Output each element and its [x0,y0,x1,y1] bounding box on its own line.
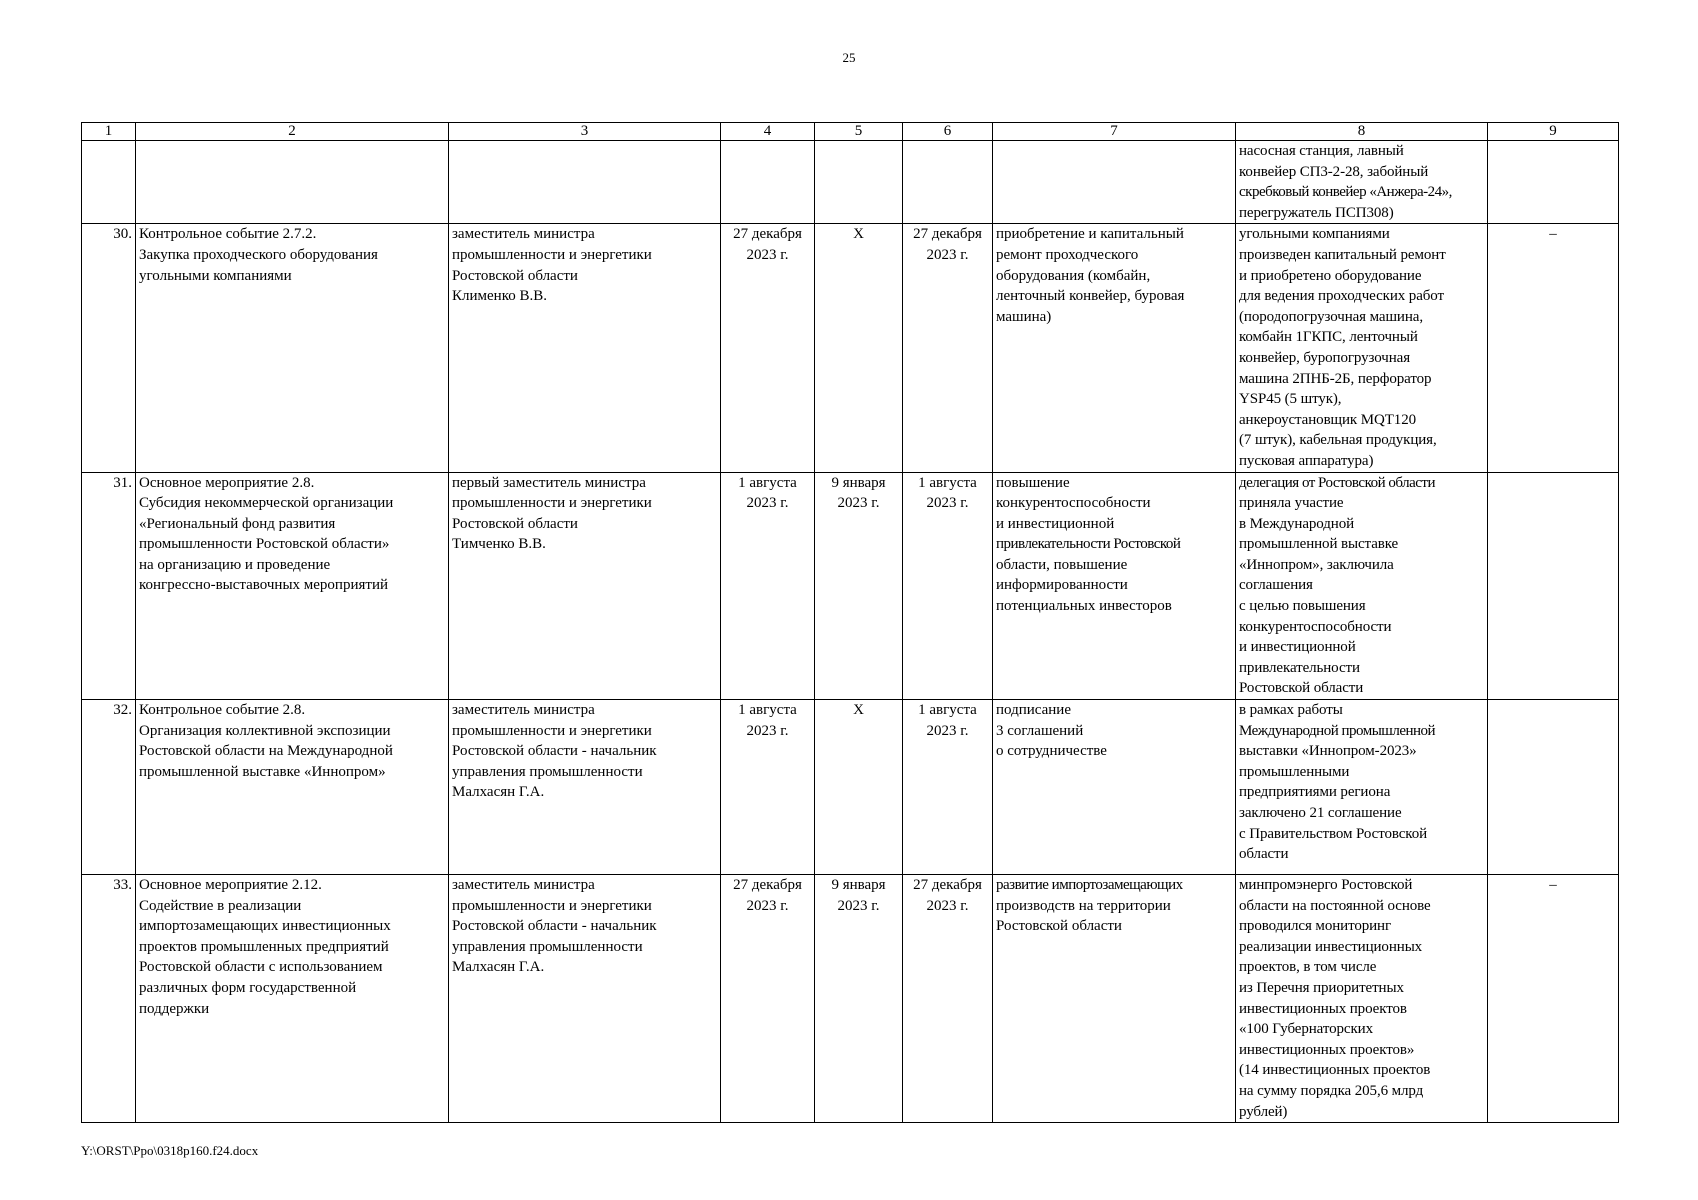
cell-responsible [449,472,721,700]
cell-line: 9 января [831,877,886,894]
cell-expected-result [993,224,1236,472]
table-row [82,700,1619,875]
cell-line: ленточный конвейер, буровая [996,288,1185,305]
cell-line: и приобретено оборудование [1239,267,1422,284]
cell-line: приобретение и капитальный [996,226,1184,243]
cell-line: Малхасян Г.А. [452,959,545,976]
cell-line: 27 декабря [913,877,982,894]
cell-line: Ростовской области [996,918,1122,935]
cell-line: «Иннопром», заключила [1239,556,1394,573]
cell-line: угольными компаниями [139,267,292,284]
cell-line: 9 января [831,474,886,491]
cell-line: промышленной выставке «Иннопром» [139,763,386,780]
cell-line: повышение [996,474,1070,491]
cell-event-name [136,224,449,472]
cell-actual-date [903,875,993,1123]
cell-line: области [1239,846,1289,863]
cell-line: Контрольное событие 2.7.2. [139,226,317,243]
cell-line: YSP45 (5 штук), [1239,391,1342,408]
cell-line: инвестиционных проектов [1239,1000,1407,1017]
cell-planned-date [721,875,815,1123]
cell-start-date [815,700,903,875]
cell-event-name [136,700,449,875]
cell-line: конкурентоспособности [1239,618,1392,635]
cell-line: о сотрудничестве [996,743,1107,760]
cell-expected-result [993,700,1236,875]
column-number-header: 1 [82,123,136,141]
cell-line: промышленности и энергетики [452,897,652,914]
cell-line: первый заместитель министра [452,474,646,491]
table-row [82,224,1619,472]
cell-empty [1488,141,1619,224]
cell-line: различных форм государственной [139,980,357,996]
cell-empty [449,141,721,224]
cell-line: – [1549,226,1557,243]
cell-line: 2023 г. [837,897,880,914]
cell-note [1488,224,1619,472]
cell-start-date [815,875,903,1123]
cell-line: Ростовской области - начальник [452,918,657,935]
cell-line: выставки «Иннопром-2023» [1239,743,1417,760]
cell-line: оборудования (комбайн, [996,267,1151,284]
cell-line: производств на территории [996,897,1171,914]
cell-planned-date [721,472,815,700]
cell-line: из Перечня приоритетных [1239,980,1404,996]
cell-line: Тимченко В.В. [452,536,546,553]
cell-line: промышленности и энергетики [452,495,652,512]
cell-line: Субсидия некоммерческой организации [139,495,394,512]
cell-line: Основное мероприятие 2.12. [139,877,322,894]
cell-line: скребковый конвейер «Анжера-24», [1239,184,1452,201]
cell-line: 1 августа [918,474,977,491]
cell-line: машина 2ПНБ-2Б, перфоратор [1239,370,1432,387]
table-row [82,472,1619,700]
cell-line: ремонт проходческого [996,246,1139,263]
cell-line: 2023 г. [926,246,969,263]
cell-line: (породопогрузочная машина, [1239,308,1423,325]
cell-line: 1 августа [738,474,797,491]
cell-line: Малхасян Г.А. [452,784,545,801]
column-number-header: 6 [903,123,993,141]
cell-line: управления промышленности [452,938,643,955]
cell-actual-date [903,224,993,472]
cell-line: привлекательности Ростовской [996,536,1181,553]
cell-line: Ростовской области - начальник [452,743,657,760]
cell-line: перегружатель ПСП308) [1239,204,1394,221]
cell-planned-date [721,700,815,875]
cell-line: 2023 г. [837,495,880,512]
cell-line: Содействие в реализации [139,897,302,914]
cell-line: с целью повышения [1239,598,1366,615]
cell-line: заместитель министра [452,226,595,243]
cell-line: области, повышение [996,556,1128,573]
cell-line: 27 декабря [733,877,802,894]
cell-line: Ростовской области с использованием [139,959,383,976]
report-table [81,122,1619,1123]
cell-line: – [1549,877,1557,894]
cell-line: развитие импортозамещающих [996,877,1183,894]
cell-row-number: 31. [82,472,136,700]
cell-line: делегация от Ростовской области [1239,474,1436,491]
cell-note [1488,700,1619,875]
cell-empty [903,141,993,224]
cell-line: в Международной [1239,515,1355,532]
cell-row-number: 30. [82,224,136,472]
cell-line: машина) [996,308,1052,325]
cell-actual-date [903,472,993,700]
column-number-header: 2 [136,123,449,141]
cell-line: поддержки [139,1000,210,1017]
cell-line: приняла участие [1239,495,1344,512]
cell-line: заместитель министра [452,702,595,719]
cell-line: 2023 г. [746,246,789,263]
cell-expected-result [993,875,1236,1123]
cell-line: 1 августа [918,702,977,719]
cell-line: импортозамещающих инвестиционных [139,918,391,935]
cell-result [1236,141,1488,224]
cell-line: насосная станция, лавный [1239,143,1404,159]
cell-note [1488,472,1619,700]
cell-line: 27 декабря [913,226,982,243]
cell-line: 3 соглашений [996,722,1084,739]
cell-line: 2023 г. [746,495,789,512]
cell-line: на организацию и проведение [139,556,331,573]
cell-line: и инвестиционной [996,515,1115,532]
cell-line: произведен капитальный ремонт [1239,246,1446,263]
cell-line: с Правительством Ростовской [1239,825,1428,842]
cell-line: соглашения [1239,577,1313,594]
cell-responsible [449,875,721,1123]
cell-line: рублей) [1239,1103,1288,1120]
cell-line: промышленности и энергетики [452,722,652,739]
cell-line: Х [853,226,864,243]
cell-line: конкурентоспособности [996,495,1151,512]
cell-line: управления промышленности [452,763,643,780]
cell-line: заместитель министра [452,877,595,894]
cell-line: 2023 г. [926,495,969,512]
cell-line: промышленной выставке [1239,536,1399,553]
cell-line: Ростовской области на Международной [139,743,393,760]
cell-line: (14 инвестиционных проектов [1239,1062,1431,1079]
cell-start-date [815,472,903,700]
cell-line: проводился мониторинг [1239,918,1392,935]
cell-actual-result [1236,224,1488,472]
footer-file-path: Y:\ORST\Ppo\0318p160.f24.docx [81,1143,259,1158]
cell-line: конгрессно-выставочных мероприятий [139,577,388,594]
cell-line: Организация коллективной экспозиции [139,722,391,739]
cell-line: «Региональный фонд развития [139,515,336,532]
cell-line: в рамках работы [1239,702,1343,719]
cell-line: комбайн 1ГКПС, ленточный [1239,329,1418,346]
cell-line: и инвестиционной [1239,639,1356,656]
cell-responsible [449,700,721,875]
cell-line: привлекательности [1239,659,1360,676]
cell-empty [82,141,136,224]
column-number-header: 9 [1488,123,1619,141]
cell-line: 2023 г. [926,897,969,914]
cell-line: Ростовской области [452,267,578,284]
cell-empty [993,141,1236,224]
cell-line: проектов, в том числе [1239,959,1377,976]
cell-line: реализации инвестиционных [1239,938,1423,955]
cell-line: (7 штук), кабельная продукция, [1239,432,1437,449]
column-number-header: 8 [1236,123,1488,141]
cell-line: конвейер, буропогрузочная [1239,349,1411,366]
cell-line: 27 декабря [733,226,802,243]
table-header-row [82,123,1619,141]
cell-line: промышленности и энергетики [452,246,652,263]
cell-line: промышленности Ростовской области» [139,536,390,553]
cell-line: 1 августа [738,702,797,719]
cell-line: проектов промышленных предприятий [139,938,389,955]
cell-planned-date [721,224,815,472]
cell-line: информированности [996,577,1128,594]
cell-start-date [815,224,903,472]
cell-empty [721,141,815,224]
cell-line: Основное мероприятие 2.8. [139,474,315,491]
cell-expected-result [993,472,1236,700]
cell-line: Контрольное событие 2.8. [139,702,306,719]
cell-line: 2023 г. [746,897,789,914]
cell-line: Ростовской области [452,515,578,532]
cell-line: потенциальных инвесторов [996,598,1172,615]
cell-line: предприятиями региона [1239,784,1391,801]
cell-actual-date [903,700,993,875]
cell-line: Х [853,702,864,719]
cell-line: Закупка проходческого оборудования [139,246,378,263]
cell-line: минпромэнерго Ростовской [1239,877,1413,894]
cell-line: для ведения проходческих работ [1239,288,1444,305]
column-number-header: 3 [449,123,721,141]
continuation-row [82,141,1619,224]
cell-row-number: 32. [82,700,136,875]
cell-line: инвестиционных проектов» [1239,1041,1415,1058]
cell-line: «100 Губернаторских [1239,1021,1373,1038]
cell-event-name [136,472,449,700]
table-row [82,875,1619,1123]
cell-line: области на постоянной основе [1239,897,1431,914]
page-number: 25 [842,50,856,65]
cell-event-name [136,875,449,1123]
cell-actual-result [1236,700,1488,875]
cell-actual-result [1236,472,1488,700]
cell-empty [136,141,449,224]
cell-line: пусковая аппаратура) [1239,452,1374,469]
cell-actual-result [1236,875,1488,1123]
cell-line: промышленными [1239,763,1350,780]
cell-line: подписание [996,702,1071,719]
cell-line: Международной промышленной [1239,722,1436,739]
column-number-header: 7 [993,123,1236,141]
column-number-header: 5 [815,123,903,141]
cell-line: на сумму порядка 205,6 млрд [1239,1082,1424,1099]
cell-line: Ростовской области [1239,680,1364,697]
cell-line: угольными компаниями [1239,226,1390,243]
cell-line: 2023 г. [746,722,789,739]
cell-note [1488,875,1619,1123]
cell-responsible [449,224,721,472]
cell-line: анкероустановщик MQT120 [1239,411,1416,428]
cell-line: 2023 г. [926,722,969,739]
cell-line: конвейер СП3-2-28, забойный [1239,163,1429,180]
cell-line: Клименко В.В. [452,288,547,305]
cell-line: заключено 21 соглашение [1239,805,1402,821]
cell-row-number: 33. [82,875,136,1123]
cell-empty [815,141,903,224]
column-number-header: 4 [721,123,815,141]
